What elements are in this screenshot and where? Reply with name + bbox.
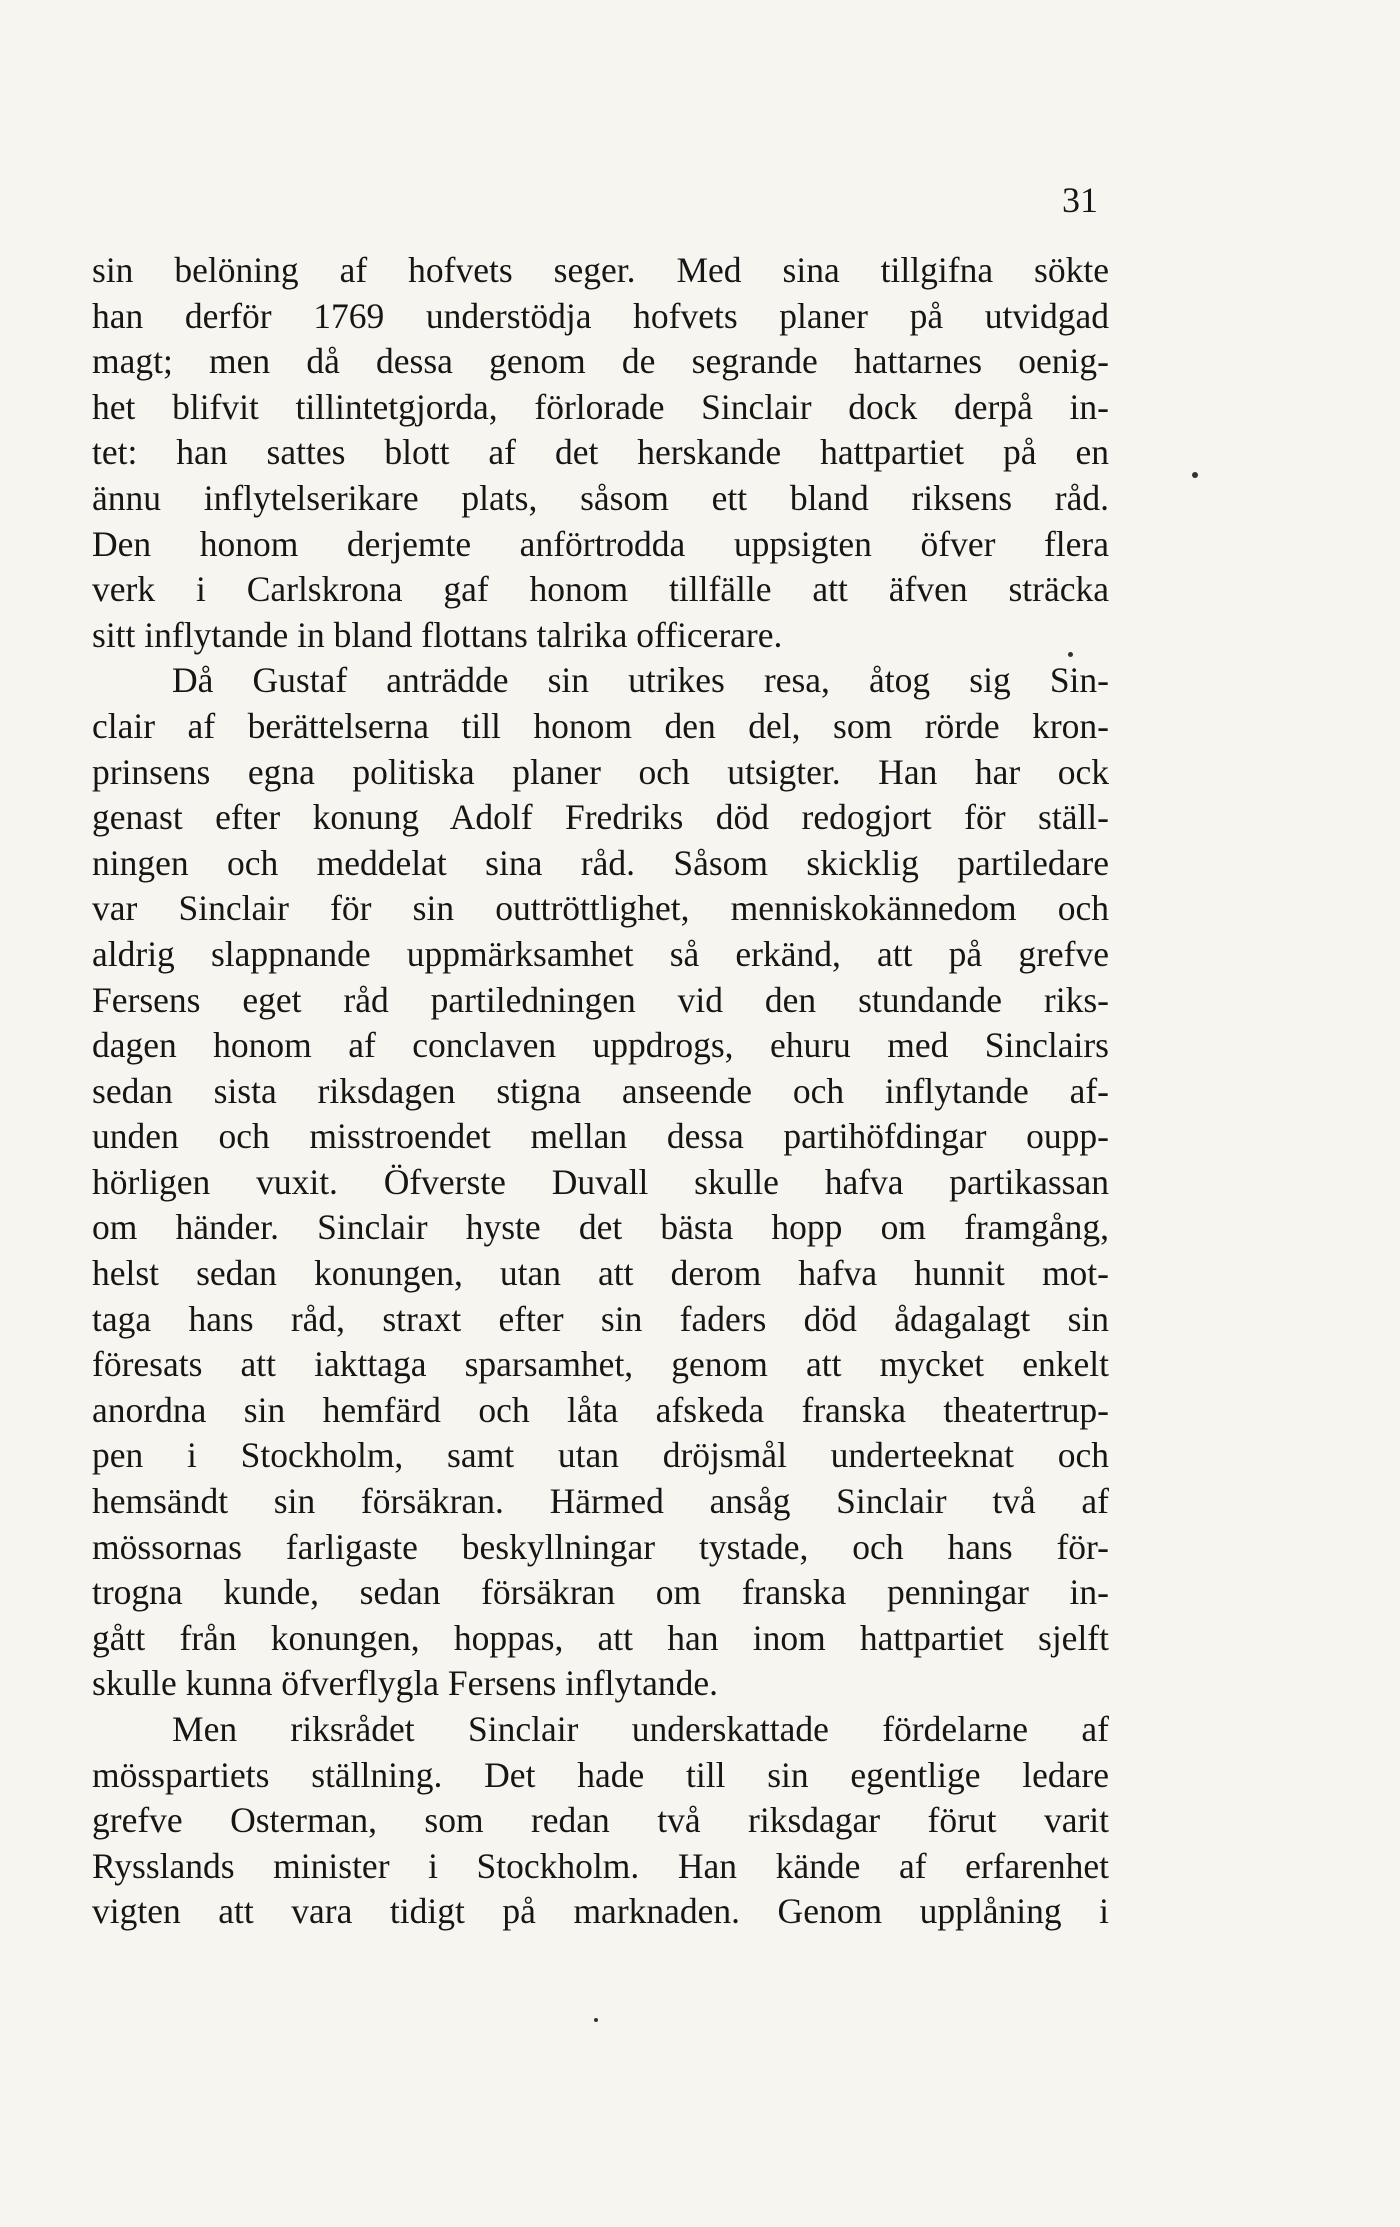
text-line: sin belöning af hofvets seger. Med sina tillgifna sökte	[92, 250, 1109, 290]
text-line: han derför 1769 understödja hofvets planer på utvidgad	[92, 295, 1109, 336]
text-line: hemsändt sin försäkran. Härmed ansåg Sinclair två af	[92, 1481, 1109, 1522]
text-line: sedan sista riksdagen stigna anseende och inflytande af-	[92, 1070, 1109, 1111]
text-line: föresats att iakttaga sparsamhet, genom att mycket enkelt	[92, 1344, 1109, 1385]
text-line: aldrig slappnande uppmärksamhet så erkänd, att på grefve	[92, 933, 1109, 974]
text-line: mösspartiets ställning. Det hade till sin egentlige ledare	[92, 1754, 1109, 1795]
text-line: var Sinclair för sin outtröttlighet, menniskokännedom och	[92, 888, 1109, 929]
text-line: grefve Osterman, som redan två riksdagar förut varit	[92, 1800, 1109, 1841]
text-line: trogna kunde, sedan försäkran om franska penningar in-	[92, 1572, 1109, 1613]
text-line: helst sedan konungen, utan att derom hafva hunnit mot-	[92, 1253, 1109, 1294]
text-line: taga hans råd, straxt efter sin faders död ådagalagt sin	[92, 1298, 1109, 1339]
text-line: dagen honom af conclaven uppdrogs, ehuru med Sinclairs	[92, 1025, 1109, 1066]
text-line: pen i Stockholm, samt utan dröjsmål underteeknat och	[92, 1435, 1109, 1476]
text-line: om händer. Sinclair hyste det bästa hopp om framgång,	[92, 1207, 1109, 1248]
text-line: hörligen vuxit. Öfverste Duvall skulle hafva partikassan	[92, 1161, 1109, 1202]
text-line: ännu inflytelserikare plats, såsom ett bland riksens råd.	[92, 477, 1109, 518]
text-line: Men riksrådet Sinclair underskattade fördelarne af	[172, 1709, 1109, 1749]
text-line: magt; men då dessa genom de segrande hattarnes oenig-	[92, 341, 1109, 382]
text-line: tet: han sattes blott af det herskande hattpartiet på en	[92, 432, 1109, 473]
text-line: clair af berättelserna till honom den del, som rörde kron-	[92, 705, 1109, 746]
print-speck	[1192, 472, 1198, 478]
print-speck	[1068, 652, 1073, 657]
text-line: anordna sin hemfärd och låta afskeda franska theatertrup-	[92, 1389, 1109, 1430]
text-line: ningen och meddelat sina råd. Såsom skicklig partiledare	[92, 842, 1109, 883]
page-number: 31	[1062, 180, 1098, 220]
text-line: prinsens egna politiska planer och utsigter. Han har ock	[92, 751, 1109, 792]
text-line: skulle kunna öfverflygla Fersens inflytande.	[92, 1663, 719, 1704]
text-line: unden och misstroendet mellan dessa partihöfdingar oupp-	[92, 1116, 1109, 1157]
text-line: Rysslands minister i Stockholm. Han kände af erfarenhet	[92, 1845, 1109, 1886]
print-speck	[594, 2018, 598, 2022]
text-line: sitt inflytande in bland flottans talrika officerare.	[92, 614, 783, 655]
text-line: Fersens eget råd partiledningen vid den stundande riks-	[92, 979, 1109, 1020]
text-line: het blifvit tillintetgjorda, förlorade Sinclair dock derpå in-	[92, 386, 1109, 427]
text-line: mössornas farligaste beskyllningar tystade, och hans för-	[92, 1526, 1109, 1567]
text-line: vigten att vara tidigt på marknaden. Genom upplåning i	[92, 1891, 1109, 1932]
text-line: Den honom derjemte anförtrodda uppsigten öfver flera	[92, 523, 1109, 564]
text-line: verk i Carlskrona gaf honom tillfälle att äfven sträcka	[92, 569, 1109, 610]
text-line: Då Gustaf anträdde sin utrikes resa, åtog sig Sin-	[172, 660, 1109, 701]
text-line: gått från konungen, hoppas, att han inom hattpartiet sjelft	[92, 1617, 1109, 1658]
body-text	[92, 248, 1109, 1935]
text-line: genast efter konung Adolf Fredriks död redogjort för ställ-	[92, 797, 1109, 838]
